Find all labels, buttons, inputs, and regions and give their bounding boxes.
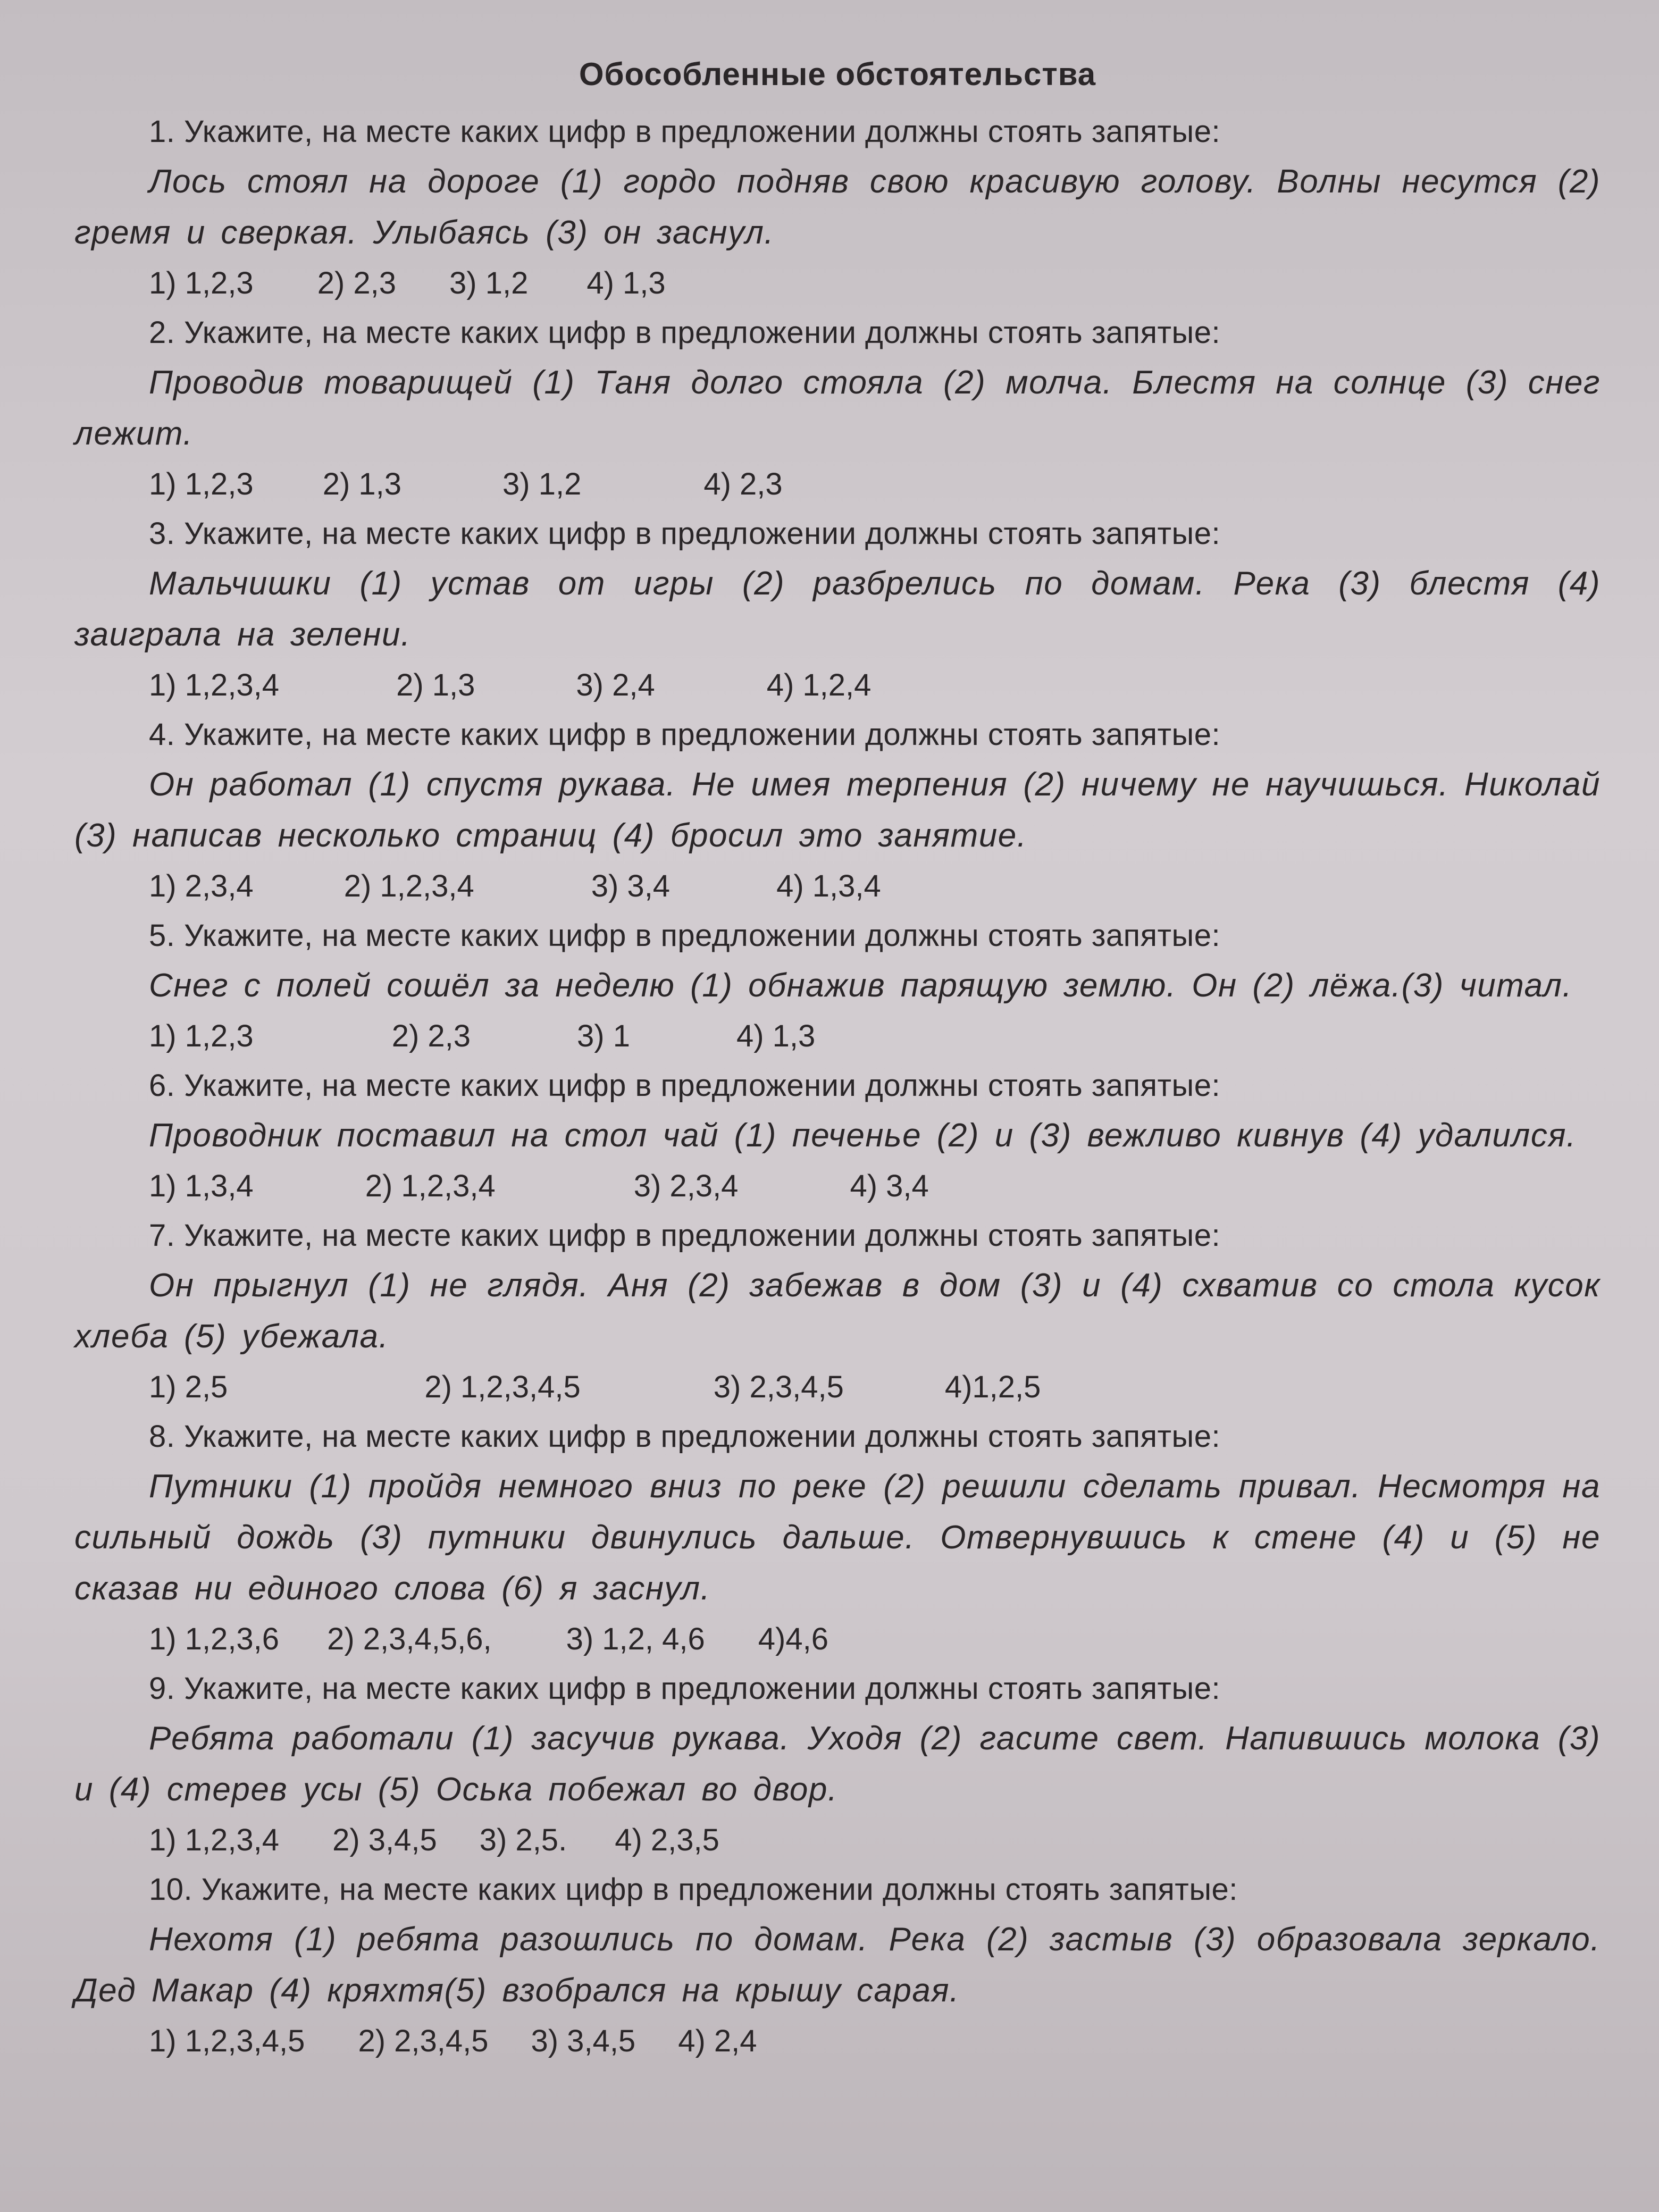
worksheet-title: Обособленные обстоятельства [579, 56, 1096, 92]
task-8 [74, 1412, 1601, 1664]
answer-option-4: 4) 1,3,4 [776, 869, 881, 903]
answer-option-1: 1) 2,3,4 [149, 869, 254, 903]
task-9 [74, 1664, 1601, 1865]
task-4 [74, 710, 1601, 911]
task-question: 8. Укажите, на месте каких цифр в предложении должны стоять запятые: [149, 1419, 1221, 1454]
answer-option-3: 3) 2,3,4 [633, 1169, 739, 1203]
answer-option-1: 1) 1,2,3 [149, 1019, 254, 1053]
answer-options [74, 861, 1601, 911]
answer-option-2: 2) 2,3,4,5,6, [327, 1622, 492, 1656]
answer-option-2: 2) 2,3 [391, 1019, 471, 1053]
task-sentence: Проводник поставил на стол чай (1) печенье (2) и (3) вежливо кивнув (4) удалился. [149, 1117, 1577, 1154]
answer-option-4: 4)1,2,5 [944, 1370, 1041, 1404]
answer-option-1: 1) 1,2,3 [149, 266, 254, 300]
answer-option-1: 1) 1,2,3,4 [149, 1823, 280, 1857]
answer-option-4: 4) 1,3 [586, 266, 666, 300]
answer-option-4: 4) 2,3,5 [615, 1823, 719, 1857]
task-sentence: Нехотя (1) ребята разошлись по домам. Река (2) застыв (3) образовала зеркало. Дед Макар (4) кряхтя(5) взобрался на крышу сарая. [74, 1921, 1601, 2009]
answer-option-4: 4) 3,4 [850, 1169, 929, 1203]
task-question: 1. Укажите, на месте каких цифр в предложении должны стоять запятые: [149, 114, 1221, 149]
answer-option-3: 3) 2,5. [479, 1823, 567, 1857]
answer-option-3: 3) 1 [577, 1019, 630, 1053]
task-question: 5. Укажите, на месте каких цифр в предложении должны стоять запятые: [149, 918, 1221, 953]
answer-option-2: 2) 2,3 [317, 266, 397, 300]
task-sentence: Мальчишки (1) устав от игры (2) разбрелись по домам. Река (3) блестя (4) заиграла на зелени. [74, 565, 1601, 653]
task-6 [74, 1061, 1601, 1211]
answer-option-3: 3) 2,4 [576, 668, 655, 702]
answer-option-2: 2) 3,4,5 [332, 1823, 437, 1857]
answer-options [74, 660, 1601, 710]
answer-option-2: 2) 1,3 [396, 668, 475, 702]
task-3 [74, 509, 1601, 710]
answer-option-3: 3) 1,2 [502, 467, 582, 501]
task-list [74, 107, 1601, 2066]
answer-option-3: 3) 1,2 [449, 266, 529, 300]
answer-option-2: 2) 1,3 [322, 467, 402, 501]
answer-option-2: 2) 1,2,3,4 [343, 869, 474, 903]
answer-options [74, 2016, 1601, 2066]
task-10 [74, 1865, 1601, 2066]
answer-option-3: 3) 3,4,5 [531, 2024, 636, 2058]
task-question: 10. Укажите, на месте каких цифр в предложении должны стоять запятые: [149, 1872, 1238, 1907]
answer-option-1: 1) 2,5 [149, 1370, 228, 1404]
answer-option-2: 2) 1,2,3,4 [365, 1169, 496, 1203]
task-question: 7. Укажите, на месте каких цифр в предложении должны стоять запятые: [149, 1218, 1221, 1253]
answer-options [74, 258, 1601, 308]
task-sentence: Путники (1) пройдя немного вниз по реке (2) решили сделать привал. Несмотря на сильный дождь (3) путники двинулись дальше. Отвернувшись к стене (4) и (5) не сказав ни единого слова (6) я заснул. [74, 1468, 1601, 1607]
answer-option-3: 3) 3,4 [591, 869, 671, 903]
task-question: 3. Укажите, на месте каких цифр в предложении должны стоять запятые: [149, 516, 1221, 551]
answer-options [74, 1815, 1601, 1865]
answer-option-1: 1) 1,2,3,4 [149, 668, 280, 702]
task-question: 6. Укажите, на месте каких цифр в предложении должны стоять запятые: [149, 1068, 1221, 1103]
answer-option-3: 3) 1,2, 4,6 [566, 1622, 705, 1656]
task-sentence: Проводив товарищей (1) Таня долго стояла (2) молча. Блестя на солнце (3) снег лежит. [74, 364, 1601, 452]
answer-option-4: 4) 2,4 [678, 2024, 757, 2058]
task-5 [74, 911, 1601, 1061]
task-question: 2. Укажите, на месте каких цифр в предложении должны стоять запятые: [149, 315, 1221, 350]
task-sentence: Лось стоял на дороге (1) гордо подняв свою красивую голову. Волны несутся (2) гремя и сверкая. Улыбаясь (3) он заснул. [74, 163, 1601, 251]
answer-options [74, 459, 1601, 509]
task-1 [74, 107, 1601, 308]
task-sentence: Снег с полей сошёл за неделю (1) обнажив парящую землю. Он (2) лёжа.(3) читал. [149, 967, 1573, 1004]
task-sentence: Ребята работали (1) засучив рукава. Уходя (2) гасите свет. Напившись молока (3) и (4) стерев усы (5) Оська побежал во двор. [74, 1720, 1601, 1808]
answer-option-1: 1) 1,2,3 [149, 467, 254, 501]
answer-options [74, 1362, 1601, 1412]
task-sentence: Он прыгнул (1) не глядя. Аня (2) забежав в дом (3) и (4) схватив со стола кусок хлеба (5) убежала. [74, 1267, 1601, 1355]
answer-option-4: 4) 2,3 [703, 467, 783, 501]
answer-option-1: 1) 1,2,3,4,5 [149, 2024, 305, 2058]
answer-option-3: 3) 2,3,4,5 [713, 1370, 844, 1404]
answer-option-2: 2) 2,3,4,5 [358, 2024, 489, 2058]
answer-options [74, 1614, 1601, 1664]
answer-option-4: 4)4,6 [758, 1622, 828, 1656]
answer-option-1: 1) 1,2,3,6 [149, 1622, 280, 1656]
answer-options [74, 1161, 1601, 1211]
task-question: 4. Укажите, на месте каких цифр в предложении должны стоять запятые: [149, 717, 1221, 752]
task-7 [74, 1211, 1601, 1412]
answer-option-4: 4) 1,2,4 [766, 668, 872, 702]
answer-option-4: 4) 1,3 [736, 1019, 816, 1053]
task-question: 9. Укажите, на месте каких цифр в предложении должны стоять запятые: [149, 1671, 1221, 1706]
task-sentence: Он работал (1) спустя рукава. Не имея терпения (2) ничему не научишься. Николай (3) написав несколько страниц (4) бросил это занятие. [74, 766, 1601, 854]
answer-option-1: 1) 1,3,4 [149, 1169, 254, 1203]
answer-options [74, 1011, 1601, 1061]
answer-option-2: 2) 1,2,3,4,5 [424, 1370, 581, 1404]
task-2 [74, 308, 1601, 509]
